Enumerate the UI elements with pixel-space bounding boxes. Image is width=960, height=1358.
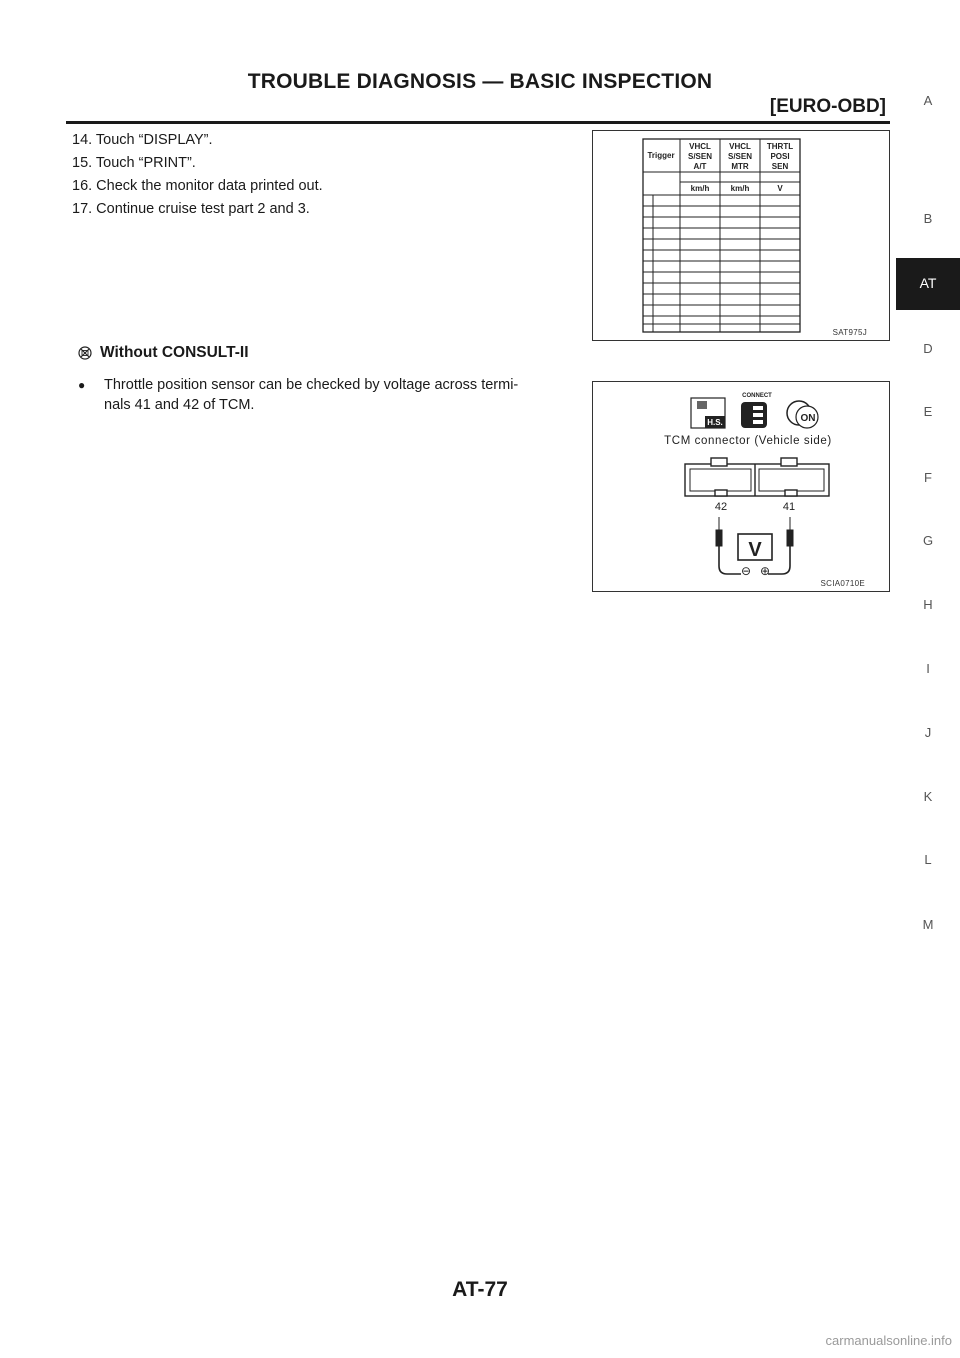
index-k[interactable]: K	[923, 789, 933, 804]
index-b[interactable]: B	[923, 211, 933, 226]
page-subtitle: [EURO-OBD]	[769, 96, 886, 117]
col-thrtl-l3: SEN	[771, 162, 789, 171]
connector-body	[685, 458, 829, 496]
col-vhcl-at-l2: S/SEN	[687, 152, 713, 161]
plus-terminal-icon: ⊕	[759, 564, 771, 578]
step-16: 16. Check the monitor data printed out.	[72, 178, 323, 194]
consult-crossed-icon	[78, 346, 92, 360]
ignition-on-icon	[787, 401, 818, 428]
bullet-item	[78, 375, 518, 415]
index-l[interactable]: L	[924, 852, 932, 867]
header-rule	[66, 121, 890, 124]
page-title: TROUBLE DIAGNOSIS — BASIC INSPECTION	[247, 70, 713, 93]
col-thrtl-l2: POSI	[770, 152, 790, 161]
index-m[interactable]: M	[922, 917, 934, 932]
unit-vhcl-at: km/h	[690, 184, 710, 193]
minus-terminal-icon: ⊖	[740, 564, 752, 578]
index-h[interactable]: H	[923, 597, 933, 612]
voltmeter-icon	[738, 534, 772, 578]
index-j[interactable]: J	[924, 725, 932, 740]
col-thrtl-l1: THRTL	[766, 142, 794, 151]
section-index	[896, 0, 960, 1358]
hs-icon	[691, 398, 725, 428]
index-g[interactable]: G	[922, 533, 934, 548]
voltmeter-label: V	[748, 539, 762, 561]
bullet-text-line2: nals 41 and 42 of TCM.	[104, 397, 255, 413]
index-at-label: AT	[919, 275, 937, 291]
monitor-table	[593, 131, 889, 340]
tcm-connector-diagram	[593, 382, 889, 591]
bullet-icon: ●	[78, 378, 86, 392]
hs-label: H.S.	[707, 418, 723, 427]
watermark-link[interactable]: carmanualsonline.info	[825, 1333, 952, 1348]
col-vhcl-at-l1: VHCL	[689, 142, 711, 151]
bullet-text-line1: Throttle position sensor can be checked by voltage across termi-	[104, 377, 519, 393]
index-i[interactable]: I	[926, 661, 930, 676]
index-e[interactable]: E	[923, 404, 933, 419]
col-vhcl-mtr-l2: S/SEN	[727, 152, 753, 161]
col-vhcl-at-l3: A/T	[693, 162, 707, 171]
col-vhcl-mtr-l1: VHCL	[729, 142, 751, 151]
figure-code: SCIA0710E	[820, 579, 865, 588]
unit-vhcl-mtr: km/h	[730, 184, 750, 193]
connect-label: CONNECT	[742, 393, 772, 399]
terminal-41-label: 41	[782, 501, 796, 513]
col-vhcl-mtr-l3: MTR	[731, 162, 749, 171]
index-at-active[interactable]	[896, 258, 960, 310]
connect-icon	[741, 393, 772, 428]
index-d[interactable]: D	[923, 341, 933, 356]
terminal-42-label: 42	[714, 501, 728, 513]
section-heading	[78, 344, 249, 362]
col-trigger: Trigger	[647, 151, 675, 160]
figure-code: SAT975J	[832, 328, 867, 337]
tcm-connector-figure	[592, 381, 890, 592]
page-number: AT-77	[452, 1278, 508, 1301]
on-label: ON	[800, 413, 816, 424]
connector-label: TCM connector (Vehicle side)	[664, 435, 832, 447]
step-14: 14. Touch “DISPLAY”.	[72, 132, 213, 148]
index-f[interactable]: F	[924, 470, 932, 485]
section-title: Without CONSULT-II	[100, 344, 249, 361]
unit-thrtl: V	[777, 184, 783, 193]
step-15: 15. Touch “PRINT”.	[72, 155, 196, 171]
step-list	[72, 129, 323, 221]
step-17: 17. Continue cruise test part 2 and 3.	[72, 201, 310, 217]
index-a[interactable]: A	[923, 93, 933, 108]
monitor-printout-figure	[592, 130, 890, 341]
